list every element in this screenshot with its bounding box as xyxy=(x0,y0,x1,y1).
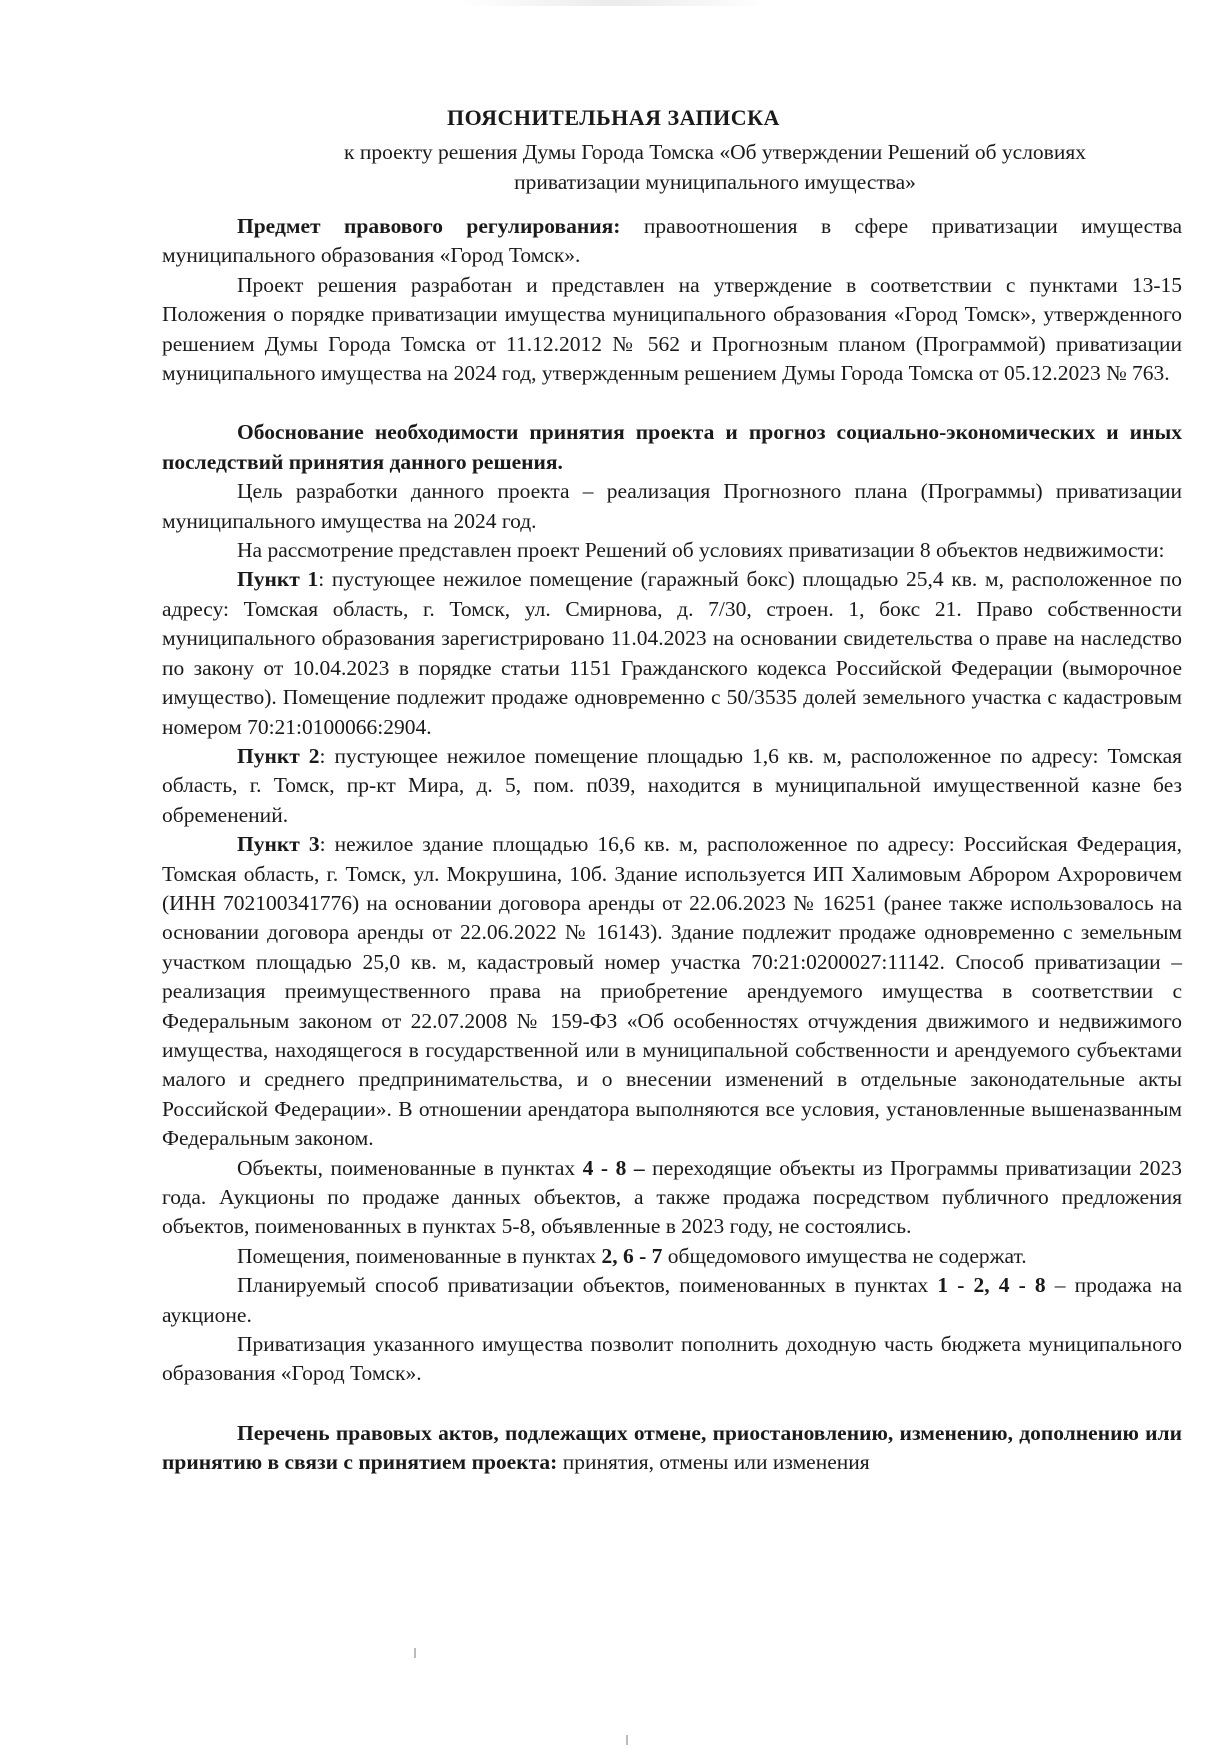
item-1 xyxy=(162,565,1182,741)
justification-heading-text: Обоснование необходимости принятия проекта и прогноз социально-экономических и иных последствий принятия данного решения. xyxy=(162,420,1182,474)
paragraph-project-basis: Проект решения разработан и представлен на утверждение в соответствии с пунктами 13-15 Положения о порядке приватизации имущества муниципального образования «Город Томск», утвержденного решением Думы Города Томска от 11.12.2012 № 562 и Прогнозным планом (Программой) приватизации муниципального имущества на 2024 год, утвержденным решением Думы Города Томска от 05.12.2023 № 763. xyxy=(162,272,1182,386)
regulation-text: правоотношения в сфере приватизации имущества муниципального образования «Город Томск». xyxy=(162,214,1182,268)
paragraph-goal: Цель разработки данного проекта – реализация Прогнозного плана (Программы) приватизации муниципального имущества на 2024 год. xyxy=(162,479,1182,533)
item-2 xyxy=(162,742,1182,830)
paragraph-legal-acts xyxy=(162,1419,1182,1478)
item-3-label: Пункт 3 xyxy=(237,832,320,857)
paragraph-objects-count: На рассмотрение представлен проект Решений об условиях приватизации 8 объектов недвижимости: xyxy=(237,538,1165,563)
paragraph-common-property xyxy=(162,1242,1182,1271)
item-1-label: Пункт 1 xyxy=(237,567,319,592)
item-3 xyxy=(162,830,1182,1153)
paragraph-carryover-objects xyxy=(162,1154,1182,1242)
auction-items: 1 - 2, 4 - 8 xyxy=(937,1273,1046,1298)
common-property-items: 2, 6 - 7 xyxy=(601,1243,663,1268)
scan-artifact xyxy=(460,0,770,6)
document-body xyxy=(162,212,1182,1478)
document-subtitle xyxy=(270,137,1160,197)
carryover-text-c: переходящие объекты из Программы приватизации 2023 года. Аукционы по продаже данных объектов, а также продажа посредством публичного предложения объектов, поименованных в пунктах 5-8, объявленные в 2023 году, не состоялись. xyxy=(162,1155,1182,1239)
spacer xyxy=(162,1389,1182,1419)
subtitle-line-1: к проекту решения Думы Города Томска «Об утверждении Решений об условиях xyxy=(344,140,1086,164)
common-property-text-c: общедомового имущества не содержат. xyxy=(662,1243,1027,1268)
spacer xyxy=(162,388,1182,418)
auction-text-a: Планируемый способ приватизации объектов, поименованных в пунктах xyxy=(237,1273,938,1298)
item-2-label: Пункт 2 xyxy=(237,743,320,768)
carryover-text-a: Объекты, поименованные в пунктах xyxy=(237,1155,583,1180)
legal-acts-text: принятия, отмены или изменения xyxy=(557,1450,870,1475)
section-heading-regulation: Предмет правового регулирования: xyxy=(237,214,621,238)
paragraph-regulation-subject xyxy=(162,212,1182,271)
scan-speck xyxy=(626,1735,628,1745)
scan-speck xyxy=(414,1648,416,1658)
section-heading-legal-acts: Перечень правовых актов, подлежащих отмене, приостановлению, изменению, дополнению или принятию в связи с принятием проекта: xyxy=(162,1420,1182,1475)
item-3-text: : нежилое здание площадью 16,6 кв. м, расположенное по адресу: Российская Федерация, Томская область, г. Томск, ул. Мокрушина, 10б. Здание используется ИП Халимовым Аброром Ахроровичем (ИНН 702100341776) на основании договора аренды от 22.06.2023 № 16251 (ранее также использовалось на основании договора аренды от 22.06.2022 № 16143). Здание подлежит продаже одновременно с земельным участком площадью 25,0 кв. м, кадастровый номер участка 70:21:0200027:11142. Способ приватизации – реализация преимущественного права на приобретение арендуемого имущества в соответствии с Федеральным законом от 22.07.2008 № 159-ФЗ «Об особенностях отчуждения движимого и недвижимого имущества, находящегося в государственной или в муниципальной собственности и арендуемого субъектами малого и среднего предпринимательства, и о внесении изменений в отдельные законодательные акты Российской Федерации». В отношении арендатора выполняются все условия, установленные вышеназванным Федеральным законом. xyxy=(162,832,1183,1151)
document-title: ПОЯСНИТЕЛЬНАЯ ЗАПИСКА xyxy=(447,105,780,130)
common-property-text-a: Помещения, поименованные в пунктах xyxy=(237,1243,602,1268)
carryover-items: 4 - 8 – xyxy=(582,1155,645,1180)
section-heading-justification xyxy=(162,418,1182,477)
auction-text-c: – продажа на аукционе. xyxy=(162,1273,1182,1327)
item-2-text: : пустующее нежилое помещение площадью 1,6 кв. м, расположенное по адресу: Томская область, г. Томск, пр-кт Мира, д. 5, пом. п039, находится в муниципальной имущественной казне без обременений. xyxy=(162,743,1182,827)
subtitle-line-2: приватизации муниципального имущества» xyxy=(514,170,916,194)
item-1-text: : пустующее нежилое помещение (гаражный бокс) площадью 25,4 кв. м, расположенное по адресу: Томская область, г. Томск, ул. Смирнова, д. 7/30, строен. 1, бокс 21. Право собственности муниципального образования зарегистрировано 11.04.2023 на основании свидетельства о праве на наследство по закону от 10.04.2023 в порядке статьи 1151 Гражданского кодекса Российской Федерации (выморочное имущество). Помещение подлежит продаже одновременно с 50/3535 долей земельного участка с кадастровым номером 70:21:0100066:2904. xyxy=(162,567,1183,739)
paragraph-budget: Приватизация указанного имущества позволит пополнить доходную часть бюджета муниципального образования «Город Томск». xyxy=(162,1332,1182,1386)
paragraph-auction-method xyxy=(162,1271,1182,1330)
